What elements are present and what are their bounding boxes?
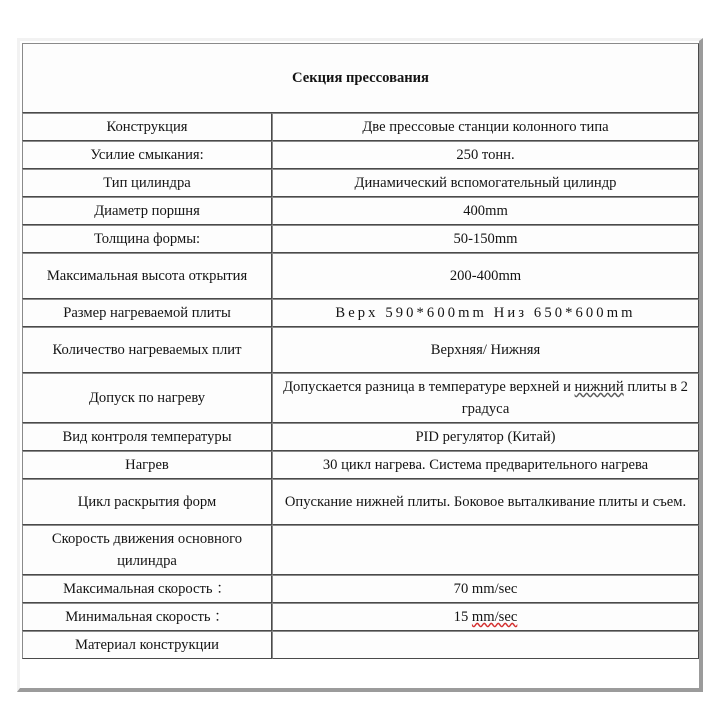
- value-text: 15: [453, 609, 472, 625]
- spec-value-cell: [272, 373, 699, 423]
- spec-value-cell: Опускание нижней плиты. Боковое выталкивание плиты и съем.: [272, 479, 699, 525]
- spec-value-cell: [272, 603, 699, 631]
- section-title: Секция прессования: [22, 43, 699, 113]
- spec-value-cell: [272, 631, 699, 659]
- table-row: [22, 631, 699, 659]
- table-row: [22, 299, 699, 327]
- spec-label-cell: Количество нагреваемых плит: [22, 327, 272, 373]
- spec-value-cell: 50-150mm: [272, 225, 699, 253]
- spec-label-cell: Цикл раскрытия форм: [22, 479, 272, 525]
- spec-value-cell: 400mm: [272, 197, 699, 225]
- table-row: [22, 197, 699, 225]
- spec-label-cell: Допуск по нагреву: [22, 373, 272, 423]
- table-row: [22, 479, 699, 525]
- section-title-row: [22, 43, 699, 113]
- spec-label-cell: Диаметр поршня: [22, 197, 272, 225]
- spec-value-cell: Динамический вспомогательный цилиндр: [272, 169, 699, 197]
- table-row: [22, 451, 699, 479]
- spec-label-cell: Вид контроля температуры: [22, 423, 272, 451]
- spec-label-cell: Усилие смыкания:: [22, 141, 272, 169]
- table-row: [22, 525, 699, 575]
- spellcheck-marked-word: mm/sec: [471, 609, 518, 625]
- spec-label-cell: Максимальная высота открытия: [22, 253, 272, 299]
- spec-label-cell: Минимальная скорость ：: [22, 603, 272, 631]
- table-row: [22, 253, 699, 299]
- spec-value-cell: Верх 590*600mm Низ 650*600mm: [272, 299, 699, 327]
- table-row: [22, 141, 699, 169]
- table-row: [22, 423, 699, 451]
- spec-label-cell: Размер нагреваемой плиты: [22, 299, 272, 327]
- spec-label-cell: Скорость движения основного цилиндра: [22, 525, 272, 575]
- spec-value-cell: 200-400mm: [272, 253, 699, 299]
- press-section-spec-table: [22, 43, 699, 659]
- spec-label-cell: Конструкция: [22, 113, 272, 141]
- table-row: [22, 603, 699, 631]
- spec-value-cell: PID регулятор (Китай): [272, 423, 699, 451]
- table-row: [22, 575, 699, 603]
- spellcheck-marked-word: нижний: [574, 379, 624, 395]
- value-text: Допускается разница в температуре верхней и: [283, 379, 575, 395]
- spec-label-cell: Материал конструкции: [22, 631, 272, 659]
- spec-value-cell: 30 цикл нагрева. Система предварительного нагрева: [272, 451, 699, 479]
- table-row: [22, 225, 699, 253]
- spec-value-cell: 250 тонн.: [272, 141, 699, 169]
- table-row: [22, 169, 699, 197]
- table-row: [22, 327, 699, 373]
- spec-label-cell: Нагрев: [22, 451, 272, 479]
- table-row: [22, 113, 699, 141]
- table-row: [22, 373, 699, 423]
- spec-value-cell: 70 mm/sec: [272, 575, 699, 603]
- spec-label-cell: Толщина формы:: [22, 225, 272, 253]
- spec-value-cell: Верхняя/ Нижняя: [272, 327, 699, 373]
- value-text: плиты в 2 градуса: [461, 379, 688, 417]
- spec-value-cell: [272, 525, 699, 575]
- spec-table-body: [22, 43, 699, 659]
- spec-value-cell: Две прессовые станции колонного типа: [272, 113, 699, 141]
- spec-label-cell: Максимальная скорость ：: [22, 575, 272, 603]
- spec-label-cell: Тип цилиндра: [22, 169, 272, 197]
